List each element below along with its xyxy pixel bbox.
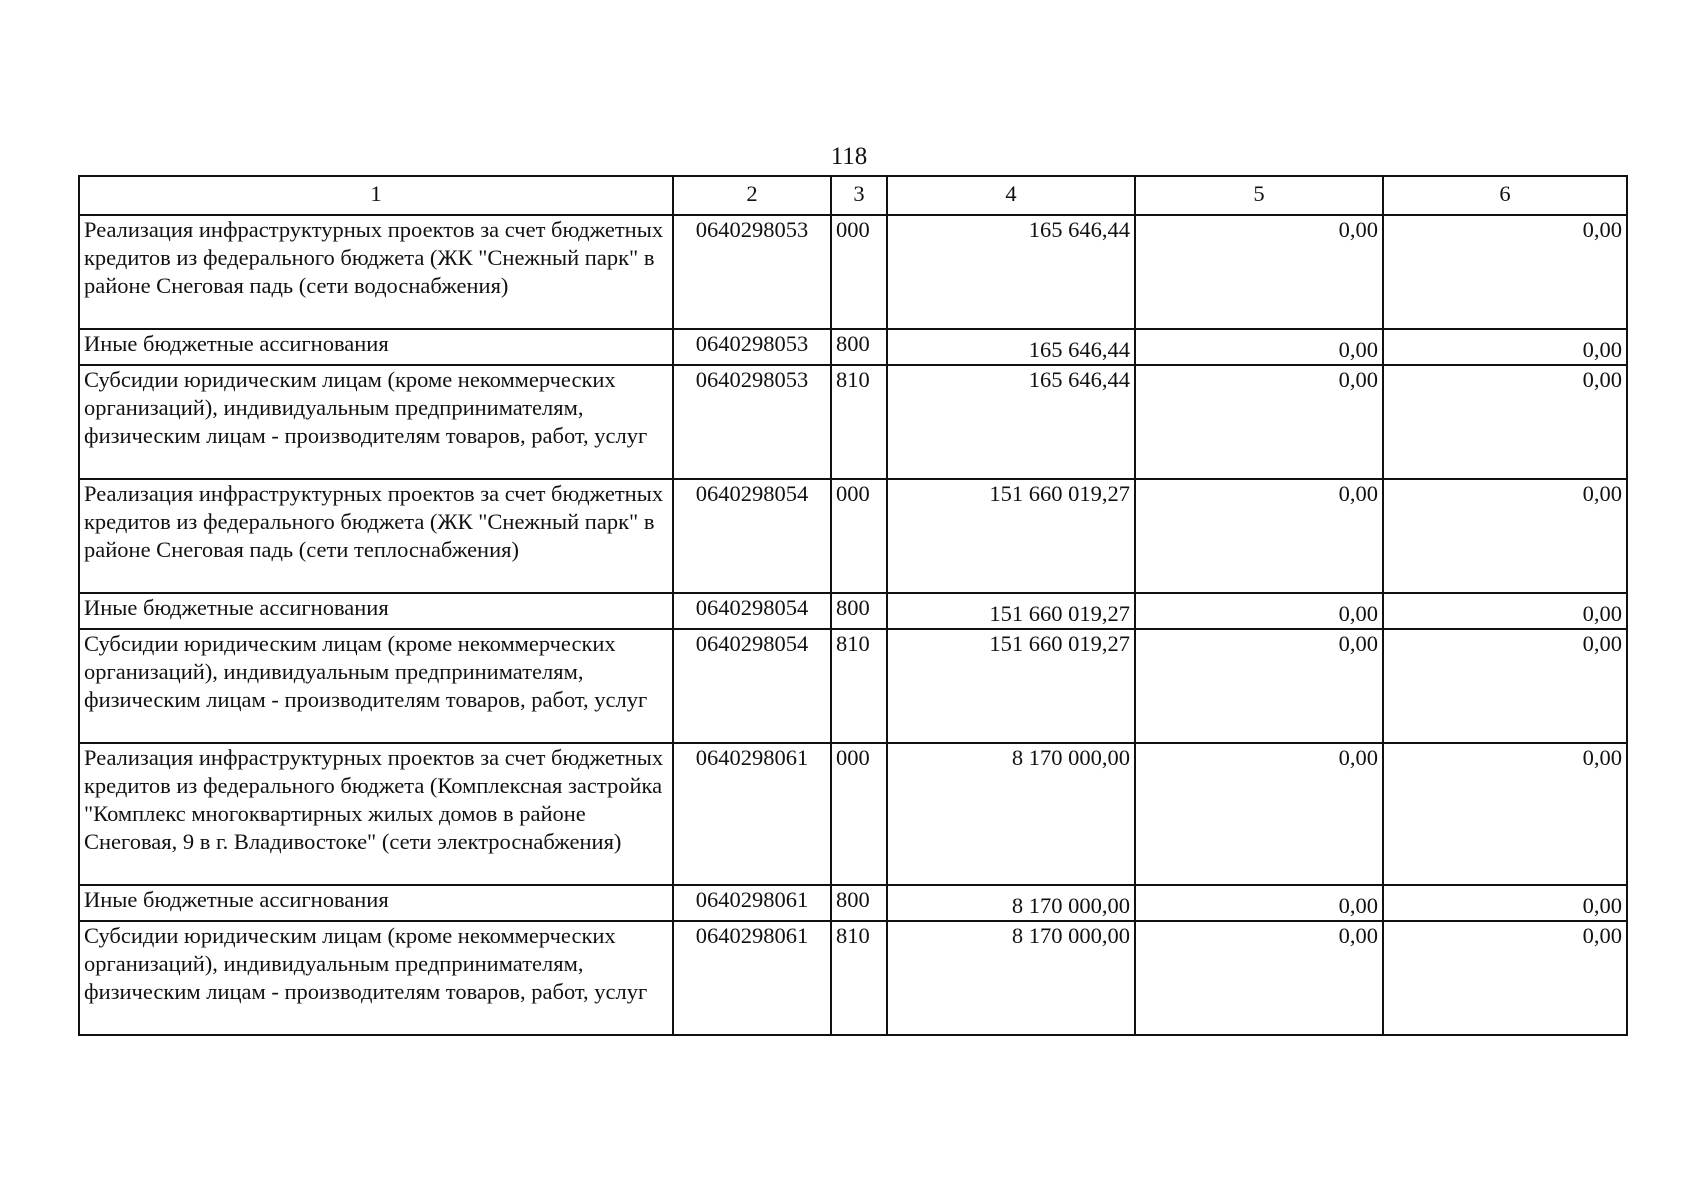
row-csr-code: 0640298061 (673, 885, 831, 921)
row-vr-code: 810 (831, 365, 887, 479)
row-amount-col5: 0,00 (1135, 885, 1383, 921)
header-cell: 5 (1135, 176, 1383, 215)
table-row (79, 885, 1627, 921)
header-cell: 2 (673, 176, 831, 215)
row-amount-col6: 0,00 (1383, 921, 1627, 1035)
budget-table (78, 175, 1628, 1036)
table-row (79, 921, 1627, 1035)
header-cell: 3 (831, 176, 887, 215)
row-name: Иные бюджетные ассигнования (79, 329, 673, 365)
row-name: Реализация инфраструктурных проектов за счет бюджетных кредитов из федерального бюджета (Комплексная застройка "Комплекс многоквартирных жилых домов в районе Снеговая, 9 в г. Владивостоке" (сети электроснабжения) (79, 743, 673, 885)
row-amount-col6: 0,00 (1383, 885, 1627, 921)
row-name: Субсидии юридическим лицам (кроме некоммерческих организаций), индивидуальным предпринимателям, физическим лицам - производителям товаров, работ, услуг (79, 365, 673, 479)
table-row (79, 479, 1627, 593)
row-amount-col4: 8 170 000,00 (887, 921, 1135, 1035)
row-csr-code: 0640298054 (673, 593, 831, 629)
row-amount-col4: 8 170 000,00 (887, 885, 1135, 921)
row-amount-col4: 151 660 019,27 (887, 629, 1135, 743)
row-amount-col5: 0,00 (1135, 743, 1383, 885)
table-row (79, 329, 1627, 365)
row-vr-code: 810 (831, 921, 887, 1035)
row-vr-code: 800 (831, 329, 887, 365)
row-amount-col4: 151 660 019,27 (887, 479, 1135, 593)
row-amount-col6: 0,00 (1383, 365, 1627, 479)
row-csr-code: 0640298061 (673, 743, 831, 885)
row-vr-code: 000 (831, 479, 887, 593)
row-amount-col5: 0,00 (1135, 629, 1383, 743)
row-csr-code: 0640298061 (673, 921, 831, 1035)
row-amount-col4: 151 660 019,27 (887, 593, 1135, 629)
row-amount-col6: 0,00 (1383, 743, 1627, 885)
row-amount-col5: 0,00 (1135, 329, 1383, 365)
table-row (79, 215, 1627, 329)
row-vr-code: 800 (831, 593, 887, 629)
row-amount-col5: 0,00 (1135, 921, 1383, 1035)
row-amount-col4: 165 646,44 (887, 329, 1135, 365)
row-amount-col5: 0,00 (1135, 365, 1383, 479)
table-row (79, 743, 1627, 885)
header-cell: 1 (79, 176, 673, 215)
row-csr-code: 0640298053 (673, 329, 831, 365)
row-name: Субсидии юридическим лицам (кроме некоммерческих организаций), индивидуальным предпринимателям, физическим лицам - производителям товаров, работ, услуг (79, 629, 673, 743)
row-amount-col4: 8 170 000,00 (887, 743, 1135, 885)
row-amount-col6: 0,00 (1383, 329, 1627, 365)
row-name: Субсидии юридическим лицам (кроме некоммерческих организаций), индивидуальным предпринимателям, физическим лицам - производителям товаров, работ, услуг (79, 921, 673, 1035)
row-name: Реализация инфраструктурных проектов за счет бюджетных кредитов из федерального бюджета (ЖК "Снежный парк" в районе Снеговая падь (сети теплоснабжения) (79, 479, 673, 593)
header-row (79, 176, 1627, 215)
row-amount-col5: 0,00 (1135, 215, 1383, 329)
table-row (79, 365, 1627, 479)
row-csr-code: 0640298054 (673, 479, 831, 593)
row-name: Иные бюджетные ассигнования (79, 885, 673, 921)
row-vr-code: 000 (831, 743, 887, 885)
row-csr-code: 0640298053 (673, 215, 831, 329)
row-name: Реализация инфраструктурных проектов за счет бюджетных кредитов из федерального бюджета (ЖК "Снежный парк" в районе Снеговая падь (сети водоснабжения) (79, 215, 673, 329)
row-amount-col6: 0,00 (1383, 215, 1627, 329)
row-amount-col6: 0,00 (1383, 479, 1627, 593)
row-amount-col5: 0,00 (1135, 593, 1383, 629)
row-csr-code: 0640298054 (673, 629, 831, 743)
header-cell: 6 (1383, 176, 1627, 215)
row-amount-col4: 165 646,44 (887, 215, 1135, 329)
header-cell: 4 (887, 176, 1135, 215)
row-vr-code: 800 (831, 885, 887, 921)
page-number: 118 (830, 143, 868, 170)
table-row (79, 629, 1627, 743)
row-amount-col4: 165 646,44 (887, 365, 1135, 479)
table-row (79, 593, 1627, 629)
row-vr-code: 000 (831, 215, 887, 329)
row-csr-code: 0640298053 (673, 365, 831, 479)
row-amount-col6: 0,00 (1383, 593, 1627, 629)
row-amount-col5: 0,00 (1135, 479, 1383, 593)
row-amount-col6: 0,00 (1383, 629, 1627, 743)
row-vr-code: 810 (831, 629, 887, 743)
row-name: Иные бюджетные ассигнования (79, 593, 673, 629)
